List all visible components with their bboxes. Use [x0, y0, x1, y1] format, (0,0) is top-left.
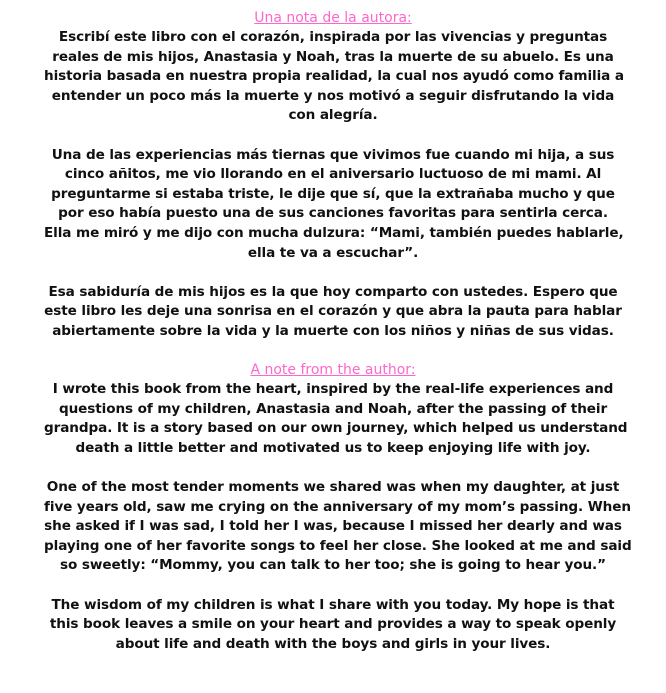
text-line: abiertamente sobre la vida y la muerte con los niños y niñas de sus vidas.	[52, 322, 614, 339]
text-line: grandpa. It is a story based on our own journey, which helped us understand	[44, 420, 628, 437]
text-line: con alegría.	[288, 107, 378, 124]
section-english	[44, 361, 632, 654]
text-line: preguntarme si estaba triste, le dije que sí, que la extrañaba mucho y que	[51, 185, 615, 202]
section-spanish	[44, 9, 622, 342]
text-line: por eso había puesto una de sus canciones favoritas para sentirla cerca.	[58, 205, 608, 222]
section-heading: Una nota de la autora:	[254, 10, 412, 26]
text-line: historia basada en nuestra propia realidad, la cual nos ayudó como familia a	[44, 68, 624, 85]
section-heading: A note from the author:	[250, 362, 416, 379]
paragraph	[44, 283, 622, 342]
paragraph	[44, 380, 628, 458]
text-line: reales de mis hijos, Anastasia y Noah, tras la muerte de su abuelo. Es una	[52, 48, 614, 65]
text-line: este libro les deje una sonrisa en el corazón y que abra la pauta para hablar	[44, 303, 622, 320]
text-line: five years old, saw me crying on the anniversary of my mom’s passing. When	[44, 498, 631, 515]
text-line: about life and death with the boys and girls in your lives.	[115, 635, 551, 652]
text-line: this book leaves a smile on your heart and provides a way to speak openly	[49, 616, 617, 633]
paragraph	[44, 28, 622, 126]
text-line: she asked if I was sad, I told her I was, because I missed her dearly and was	[44, 518, 622, 535]
text-line: questions of my children, Anastasia and Noah, after the passing of their	[58, 400, 608, 417]
paragraph	[44, 146, 622, 264]
text-line: playing one of her favorite songs to feel her close. She looked at me and said	[44, 537, 632, 554]
text-line: cinco añitos, me vio llorando en el aniversario luctuoso de mi mami. Al	[64, 166, 602, 183]
text-line: Escribí este libro con el corazón, inspirada por las vivencias y preguntas	[58, 29, 608, 45]
text-line: Esa sabiduría de mis hijos es la que hoy comparto con ustedes. Espero que	[48, 283, 618, 300]
text-line: ella te va a escuchar”.	[247, 244, 419, 261]
text-line: One of the most tender moments we shared was when my daughter, at just	[46, 479, 620, 496]
text-line: I wrote this book from the heart, inspired by the real-life experiences and	[52, 381, 614, 398]
text-line: The wisdom of my children is what I share with you today. My hope is that	[51, 596, 615, 613]
text-line: Ella me miró y me dijo con mucha dulzura: “Mami, también puedes hablarle,	[44, 224, 624, 241]
text-line: entender un poco más la muerte y nos motivó a seguir disfrutando la vida	[51, 87, 615, 104]
paragraph	[44, 478, 632, 576]
paragraph	[44, 596, 622, 655]
text-line: death a little better and motivated us to keep enjoying life with joy.	[75, 439, 591, 456]
text-line: so sweetly: “Mommy, you can talk to her too; she is going to hear you.”	[60, 557, 606, 574]
text-line: Una de las experiencias más tiernas que vivimos fue cuando mi hija, a sus	[51, 146, 615, 163]
